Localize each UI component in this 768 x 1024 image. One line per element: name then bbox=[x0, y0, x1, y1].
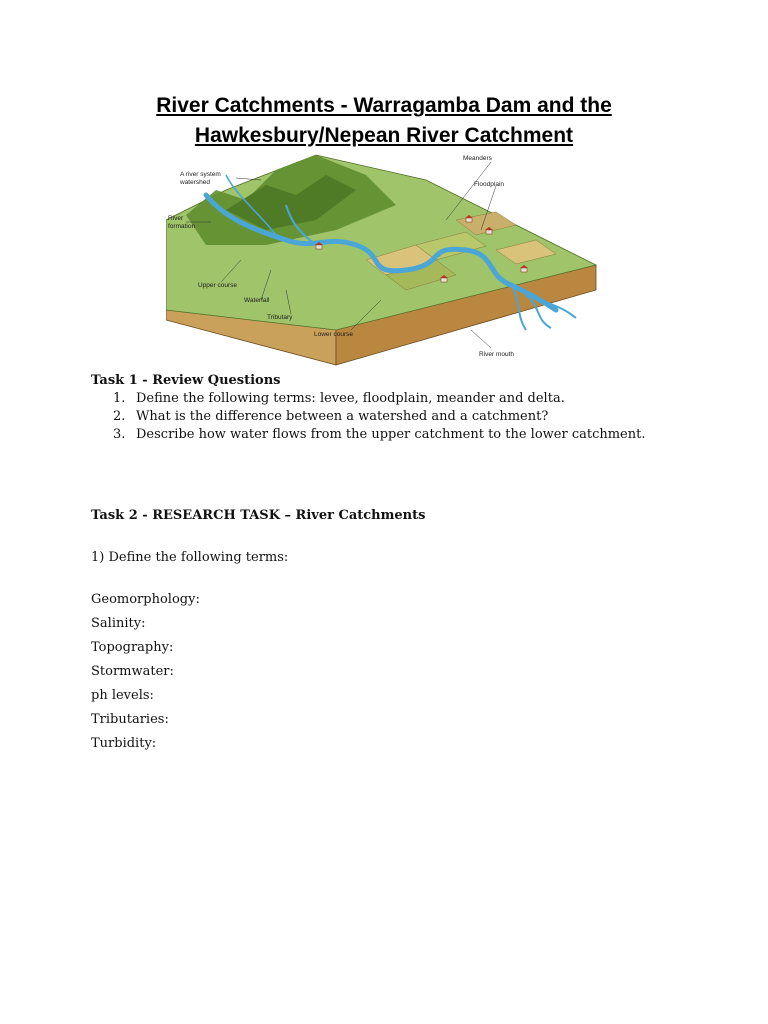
task2-heading: Task 2 - RESEARCH TASK – River Catchments bbox=[91, 508, 426, 523]
label-river-formation-2: formation bbox=[168, 223, 196, 230]
label-watershed-1: A river system bbox=[180, 171, 221, 178]
task2-instruction: 1) Define the following terms: bbox=[91, 550, 289, 565]
label-meanders: Meanders bbox=[463, 155, 492, 162]
label-lower-course: Lower course bbox=[314, 331, 354, 338]
label-waterfall: Waterfall bbox=[244, 297, 270, 304]
term-label: Salinity: bbox=[91, 616, 146, 631]
label-floodplain: Floodplain bbox=[474, 181, 504, 188]
term-label: Topography: bbox=[91, 640, 174, 655]
river-catchment-diagram bbox=[166, 150, 606, 370]
document-title-line-2: Hawkesbury/Nepean River Catchment bbox=[194, 124, 574, 147]
question-number: 1. bbox=[113, 391, 126, 406]
term-label: Geomorphology: bbox=[91, 592, 200, 607]
task1-heading: Task 1 - Review Questions bbox=[91, 373, 281, 388]
question-number: 3. bbox=[113, 427, 126, 442]
label-river-mouth: River mouth bbox=[479, 351, 515, 358]
term-label: ph levels: bbox=[91, 688, 154, 703]
label-river-formation-1: River bbox=[168, 215, 184, 222]
question-number: 2. bbox=[113, 409, 126, 424]
label-upper-course: Upper course bbox=[198, 282, 238, 289]
term-label: Turbidity: bbox=[91, 736, 157, 751]
term-label: Stormwater: bbox=[91, 664, 174, 679]
document-title-line-1: River Catchments - Warragamba Dam and the bbox=[156, 94, 612, 117]
term-label: Tributaries: bbox=[91, 712, 169, 727]
question-text: What is the difference between a watershed and a catchment? bbox=[136, 409, 549, 424]
label-watershed-2: watershed bbox=[180, 179, 210, 186]
question-text: Describe how water flows from the upper catchment to the lower catchment. bbox=[136, 427, 646, 442]
label-tributary: Tributary bbox=[267, 314, 293, 321]
question-text: Define the following terms: levee, floodplain, meander and delta. bbox=[136, 391, 565, 406]
